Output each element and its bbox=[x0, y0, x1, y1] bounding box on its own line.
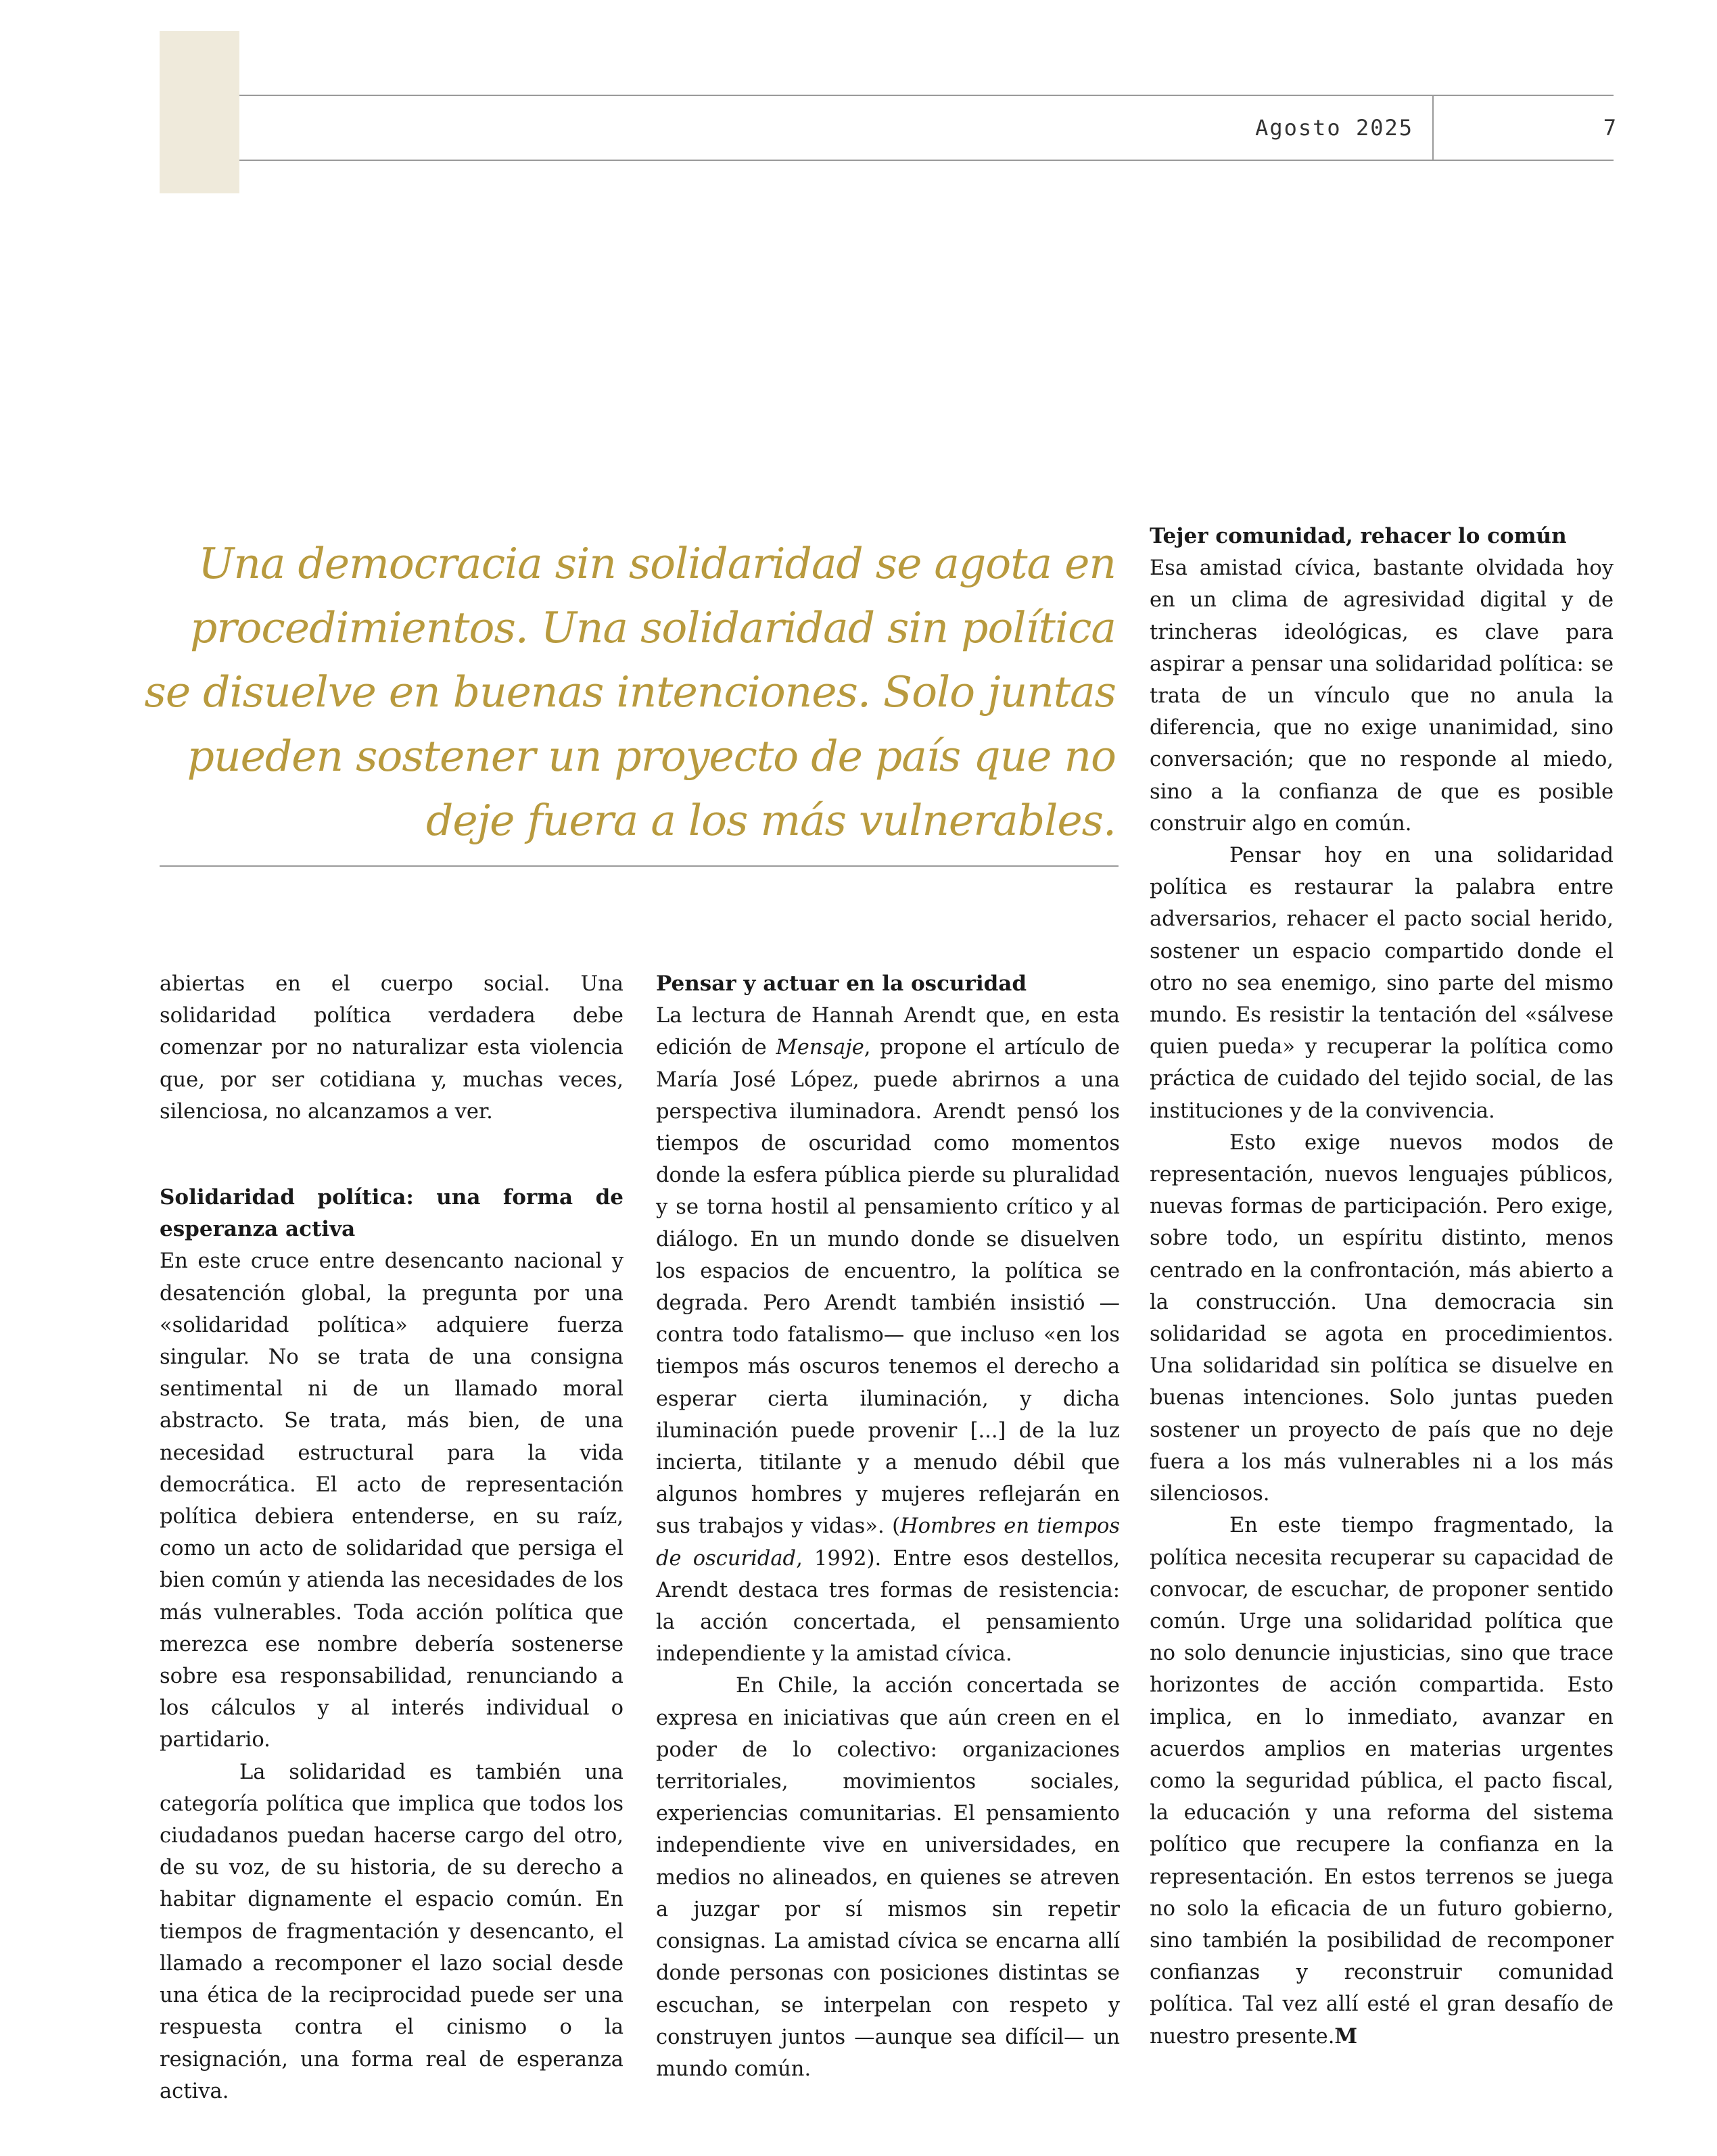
paragraph: La solidaridad es también una categoría política que implica que todos los ciudadanos puedan hacerse cargo del otro, de su voz, de su historia, de su derecho a habitar dignamente el espacio común. En tiempos de fragmentación y desencanto, el llamado a recomponer el lazo social desde una ética de la reciprocidad puede ser una respuesta contra el cinismo o la resignación, una forma real de esperanza activa. bbox=[160, 1760, 624, 2103]
paragraph bbox=[656, 1000, 1120, 1670]
book-citation: Hombres en tiempos de oscuridad bbox=[656, 1514, 1121, 1571]
column-middle bbox=[656, 968, 1120, 2085]
text-run: En este tiempo fragmentado, la política necesita recuperar su capacidad de convocar, de escuchar, de proponer sentido común. Urge una solidaridad política que no solo denuncie injusticias, sino que trace horizontes de acción compartida. Esto implica, en lo inmediato, avanzar en acuerdos amplios en materias urgentes como la seguridad pública, el pacto fiscal, la educación y una reforma del sistema político que recupere la confianza en la representación. En estos terrenos se juega no solo la eficacia de un futuro gobierno, sino también la posibilidad de recomponer confianzas y reconstruir comunidad política. Tal vez allí esté el gran desafío de nuestro presente. bbox=[1150, 1514, 1614, 2049]
text-run: , 1992). Entre esos destellos, Arendt destaca tres formas de resistencia: la acción concertada, el pensamiento independiente y la amistad cívica. bbox=[656, 1546, 1121, 1667]
pull-quote-rule bbox=[160, 865, 1119, 867]
pull-quote: Una democracia sin solidaridad se agota en procedimientos. Una solidaridad sin política se disuelve en buenas intenciones. Solo juntas pueden sostener un proyecto de país que no deje fuera a los más vulnerables. bbox=[144, 539, 1116, 845]
section-heading-solidaridad: Solidaridad política: una forma de esperanza activa bbox=[160, 1185, 624, 1242]
magazine-title: Mensaje bbox=[776, 1036, 864, 1060]
column-left bbox=[160, 968, 624, 2107]
header-divider bbox=[1432, 95, 1434, 161]
text-run: , propone el artículo de María José López, puede abrirnos a una perspectiva iluminadora. Arendt pensó los tiempos de oscuridad como momentos donde la esfera pública pierde su pluralidad y se torna hostil al pensamiento crítico y al diálogo. En un mundo donde se disuelven los espacios de encuentro, la política se degrada. Pero Arendt también insistió —contra todo fatalismo— que incluso «en los tiempos más oscuros tenemos el derecho a esperar cierta iluminación, y dicha iluminación puede provenir [...] de la luz incierta, titilante y a menudo débil que algunos hombres y mujeres reflejarán en sus trabajos y vidas». ( bbox=[656, 1036, 1120, 1539]
end-mark: M bbox=[1334, 2023, 1358, 2049]
paragraph bbox=[1150, 1510, 1614, 2052]
issue-date: Agosto 2025 bbox=[1255, 115, 1413, 141]
header-rule-bottom bbox=[239, 160, 1614, 161]
header-rule-top bbox=[239, 95, 1614, 96]
paragraph: Pensar hoy en una solidaridad política es restaurar la palabra entre adversarios, rehacer el pacto social herido, sostener un espacio compartido donde el otro no sea enemigo, sino parte del mismo mundo. Es resistir la tentación del «sálvese quien pueda» y recuperar la política como práctica de cuidado del tejido social, de las instituciones y de la convivencia. bbox=[1150, 844, 1614, 1123]
paragraph: En Chile, la acción concertada se expresa en iniciativas que aún creen en el poder de lo colectivo: organizaciones territoriales, movimientos sociales, experiencias comunitarias. El pensamiento independiente vive en universidades, en medios no alineados, en quienes se atreven a juzgar por sí mismos sin repetir consignas. La amistad cívica se encarna allí donde personas con posiciones distintas se escuchan, se interpelan con respeto y construyen juntos —aunque sea difícil— un mundo común. bbox=[656, 1674, 1120, 2081]
paragraph: Esto exige nuevos modos de representación, nuevos lenguajes públicos, nuevas formas de participación. Pero exige, sobre todo, un espíritu distinto, menos centrado en la confrontación, más abierto a la construcción. Una democracia sin solidaridad se agota en procedimientos. Una solidaridad sin política se disuelve en buenas intenciones. Solo juntas pueden sostener un proyecto de país que no deje fuera a los más vulnerables ni a los más silenciosos. bbox=[1150, 1130, 1614, 1506]
paragraph: En este cruce entre desencanto nacional y desatención global, la pregunta por una «solidaridad política» adquiere fuerza singular. No se trata de una consigna sentimental ni de un llamado moral abstracto. Se trata, más bien, de una necesidad estructural para la vida democrática. El acto de representación política debiera entenderse, en su raíz, como un acto de solidaridad que persiga el bien común y atienda las necesidades de los más vulnerables. Toda acción política que merezca ese nombre debería sostenerse sobre esa responsabilidad, renunciando a los cálculos y al interés individual o partidario. bbox=[160, 1249, 624, 1752]
section-gap bbox=[160, 1128, 624, 1182]
column-left-intro: abiertas en el cuerpo social. Una solidaridad política verdadera debe comenzar por no naturalizar esta violencia que, por ser cotidiana y, muchas veces, silenciosa, no alcanzamos a ver. bbox=[160, 972, 624, 1124]
corner-color-block bbox=[160, 31, 239, 193]
page-number: 7 bbox=[1603, 115, 1616, 141]
paragraph: Esa amistad cívica, bastante olvidada hoy en un clima de agresividad digital y de trincheras ideológicas, es clave para aspirar a pensar una solidaridad política: se trata de un vínculo que no anula la diferencia, que no exige unanimidad, sino conversación; que no responde al miedo, sino a la confianza de que es posible construir algo en común. bbox=[1150, 556, 1614, 836]
section-heading-pensar: Pensar y actuar en la oscuridad bbox=[656, 972, 1027, 996]
section-heading-tejer: Tejer comunidad, rehacer lo común bbox=[1150, 524, 1567, 548]
text-run: La lectura de Hannah Arendt que, en esta edición de bbox=[656, 1004, 1120, 1060]
column-right bbox=[1150, 521, 1614, 2053]
